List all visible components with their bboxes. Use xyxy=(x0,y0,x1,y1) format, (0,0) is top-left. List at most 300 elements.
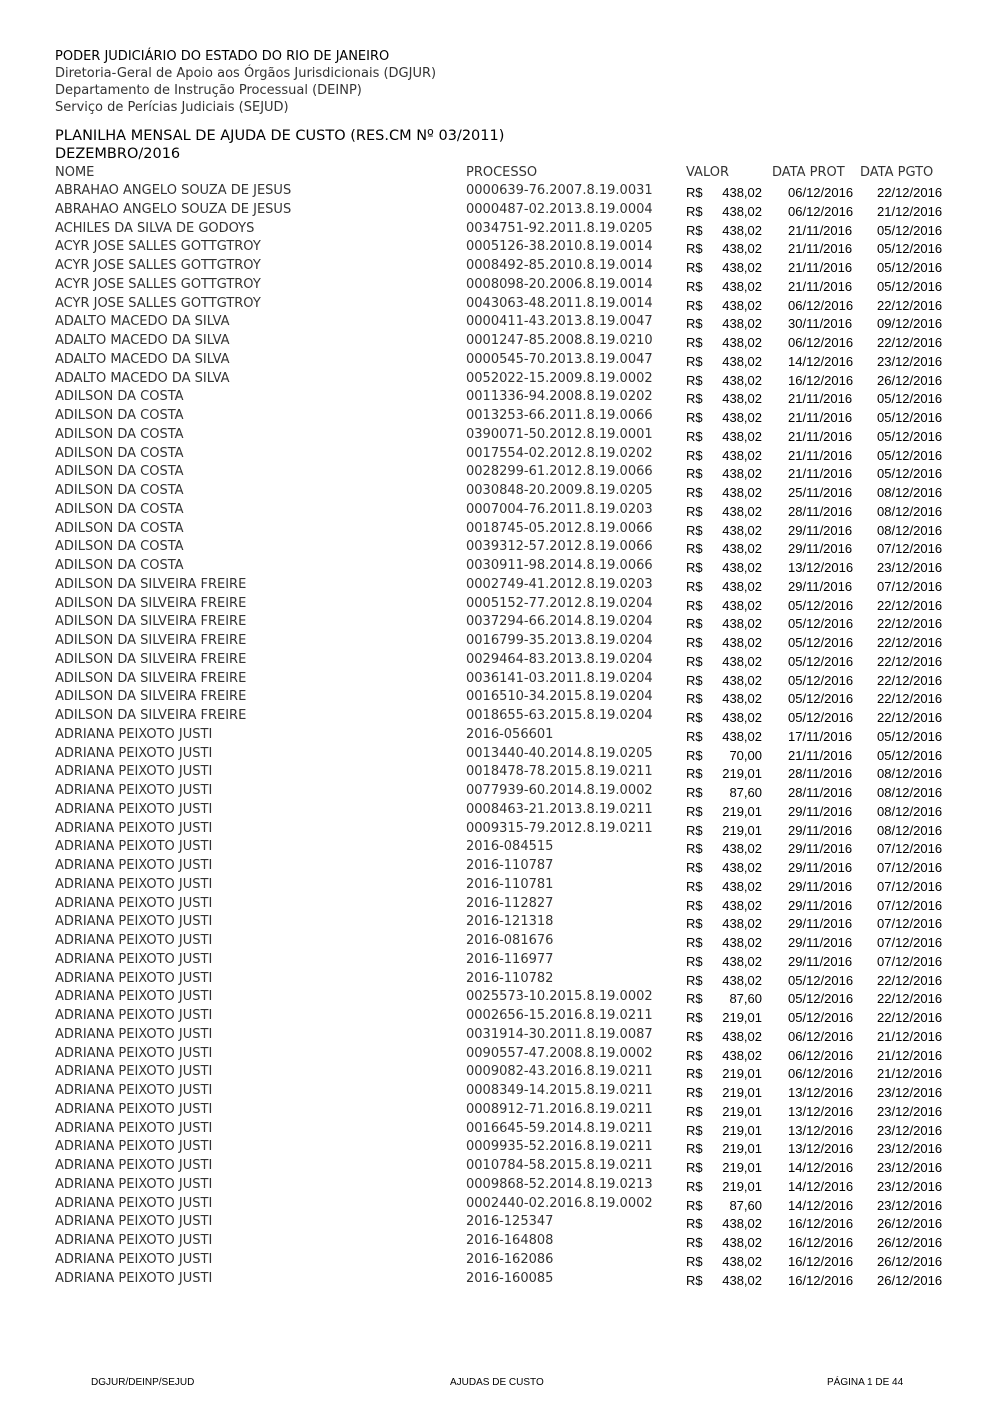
cell-data-pgto: 07/12/2016 xyxy=(877,578,943,594)
cell-nome: ADRIANA PEIXOTO JUSTI xyxy=(55,858,213,873)
cell-valor: 438,02 xyxy=(722,185,762,200)
cell-currency: R$ xyxy=(686,503,703,519)
cell-processo: 0039312-57.2012.8.19.0066 xyxy=(466,539,653,555)
table-row xyxy=(0,803,1000,822)
cell-processo: 0000487-02.2013.8.19.0004 xyxy=(466,201,653,217)
cell-currency: R$ xyxy=(686,185,703,200)
cell-data-prot: 29/11/2016 xyxy=(788,803,853,819)
cell-nome: ABRAHAO ANGELO SOUZA DE JESUS xyxy=(55,183,292,198)
cell-processo: 2016-125347 xyxy=(466,1214,554,1230)
cell-processo: 2016-056601 xyxy=(466,726,554,742)
cell-nome: ADRIANA PEIXOTO JUSTI xyxy=(55,1120,213,1136)
table-row xyxy=(0,1215,1000,1234)
cell-valor: 438,02 xyxy=(722,691,762,707)
cell-currency: R$ xyxy=(686,841,703,857)
cell-processo: 0016510-34.2015.8.19.0204 xyxy=(466,689,653,705)
cell-valor: 438,02 xyxy=(722,222,762,238)
cell-nome: ADILSON DA SILVEIRA FREIRE xyxy=(55,576,247,592)
cell-currency: R$ xyxy=(686,241,703,257)
cell-nome: ADRIANA PEIXOTO JUSTI xyxy=(55,1158,213,1173)
cell-nome: ADRIANA PEIXOTO JUSTI xyxy=(55,1195,213,1211)
cell-nome: ADALTO MACEDO DA SILVA xyxy=(55,370,230,386)
cell-data-pgto: 07/12/2016 xyxy=(877,860,943,875)
cell-nome: ADRIANA PEIXOTO JUSTI xyxy=(55,876,213,892)
cell-valor: 438,02 xyxy=(722,672,762,688)
cell-data-prot: 28/11/2016 xyxy=(788,785,853,800)
cell-nome: ADRIANA PEIXOTO JUSTI xyxy=(55,1045,213,1061)
table-row xyxy=(0,1047,1000,1066)
cell-data-pgto: 08/12/2016 xyxy=(877,785,943,800)
cell-nome: ADILSON DA SILVEIRA FREIRE xyxy=(55,689,247,705)
cell-currency: R$ xyxy=(686,916,703,932)
table-row xyxy=(0,653,1000,672)
table-row xyxy=(0,522,1000,541)
cell-nome: ADILSON DA COSTA xyxy=(55,558,184,573)
cell-valor: 438,02 xyxy=(722,935,762,950)
cell-nome: ADRIANA PEIXOTO JUSTI xyxy=(55,1251,213,1267)
cell-data-prot: 28/11/2016 xyxy=(788,503,853,519)
table-row xyxy=(0,447,1000,466)
cell-data-prot: 05/12/2016 xyxy=(788,597,854,613)
cell-processo: 0018745-05.2012.8.19.0066 xyxy=(466,520,653,536)
cell-data-pgto: 23/12/2016 xyxy=(877,353,943,369)
cell-processo: 0025573-10.2015.8.19.0002 xyxy=(466,989,653,1005)
cell-data-prot: 29/11/2016 xyxy=(788,522,853,538)
cell-data-pgto: 23/12/2016 xyxy=(877,1197,943,1213)
cell-currency: R$ xyxy=(686,522,703,538)
cell-processo: 0013440-40.2014.8.19.0205 xyxy=(466,745,653,761)
table-row xyxy=(0,428,1000,447)
table-row xyxy=(0,1084,1000,1103)
cell-processo: 0010784-58.2015.8.19.0211 xyxy=(466,1158,653,1173)
cell-data-prot: 13/12/2016 xyxy=(788,560,854,575)
cell-nome: ADILSON DA COSTA xyxy=(55,389,184,405)
cell-valor: 438,02 xyxy=(722,278,762,294)
cell-nome: ADILSON DA COSTA xyxy=(55,539,184,555)
cell-data-pgto: 07/12/2016 xyxy=(877,935,943,950)
cell-data-prot: 29/11/2016 xyxy=(788,878,853,894)
cell-processo: 0009935-52.2016.8.19.0211 xyxy=(466,1139,653,1155)
cell-data-pgto: 05/12/2016 xyxy=(877,260,943,275)
cell-data-pgto: 22/12/2016 xyxy=(877,653,943,669)
cell-currency: R$ xyxy=(686,972,703,988)
cell-valor: 438,02 xyxy=(722,372,762,388)
cell-processo: 0005126-38.2010.8.19.0014 xyxy=(466,239,653,255)
table-row xyxy=(0,465,1000,484)
cell-data-prot: 05/12/2016 xyxy=(788,653,854,669)
cell-currency: R$ xyxy=(686,710,703,725)
cell-data-prot: 06/12/2016 xyxy=(788,203,854,219)
cell-valor: 438,02 xyxy=(722,1047,762,1063)
cell-data-pgto: 22/12/2016 xyxy=(877,1010,943,1025)
cell-data-prot: 05/12/2016 xyxy=(788,691,854,707)
cell-data-pgto: 22/12/2016 xyxy=(877,635,943,650)
cell-data-prot: 21/11/2016 xyxy=(788,410,853,425)
cell-valor: 438,02 xyxy=(722,428,762,444)
cell-data-pgto: 07/12/2016 xyxy=(877,916,943,932)
cell-processo: 2016-110781 xyxy=(466,876,554,892)
table-row xyxy=(0,484,1000,503)
table-row xyxy=(0,1103,1000,1122)
cell-data-pgto: 22/12/2016 xyxy=(877,991,943,1007)
cell-valor: 438,02 xyxy=(722,335,762,350)
table-row xyxy=(0,990,1000,1009)
cell-currency: R$ xyxy=(686,1028,703,1044)
cell-data-pgto: 23/12/2016 xyxy=(877,1085,943,1100)
cell-nome: ADILSON DA SILVEIRA FREIRE xyxy=(55,595,247,611)
cell-currency: R$ xyxy=(686,747,703,763)
table-row xyxy=(0,259,1000,278)
cell-currency: R$ xyxy=(686,1178,703,1194)
cell-valor: 438,02 xyxy=(722,203,762,219)
cell-data-prot: 13/12/2016 xyxy=(788,1141,854,1157)
document-title: PLANILHA MENSAL DE AJUDA DE CUSTO (RES.CM Nº 03/2011) xyxy=(55,128,505,144)
cell-data-pgto: 07/12/2016 xyxy=(877,897,943,913)
cell-currency: R$ xyxy=(686,953,703,969)
cell-nome: ADALTO MACEDO DA SILVA xyxy=(55,351,230,367)
cell-nome: ACYR JOSE SALLES GOTTGTROY xyxy=(55,258,261,273)
cell-processo: 0043063-48.2011.8.19.0014 xyxy=(466,295,653,311)
cell-nome: ADRIANA PEIXOTO JUSTI xyxy=(55,970,213,986)
table-row xyxy=(0,747,1000,766)
cell-nome: ADILSON DA SILVEIRA FREIRE xyxy=(55,651,247,667)
cell-valor: 438,02 xyxy=(722,653,762,669)
cell-data-pgto: 05/12/2016 xyxy=(877,241,943,257)
cell-processo: 0031914-30.2011.8.19.0087 xyxy=(466,1026,653,1042)
cell-data-prot: 14/12/2016 xyxy=(788,1160,854,1175)
table-row xyxy=(0,372,1000,391)
cell-currency: R$ xyxy=(686,766,703,782)
table-row xyxy=(0,540,1000,559)
cell-valor: 87,60 xyxy=(729,991,762,1007)
cell-data-prot: 16/12/2016 xyxy=(788,1216,854,1232)
cell-valor: 438,02 xyxy=(722,635,762,650)
table-row xyxy=(0,597,1000,616)
cell-nome: ABRAHAO ANGELO SOUZA DE JESUS xyxy=(55,201,292,217)
cell-processo: 2016-162086 xyxy=(466,1251,554,1267)
cell-currency: R$ xyxy=(686,935,703,950)
cell-currency: R$ xyxy=(686,1010,703,1025)
cell-data-pgto: 26/12/2016 xyxy=(877,1235,943,1250)
cell-nome: ADILSON DA SILVEIRA FREIRE xyxy=(55,633,247,648)
cell-nome: ADRIANA PEIXOTO JUSTI xyxy=(55,951,213,967)
cell-valor: 438,02 xyxy=(722,710,762,725)
cell-currency: R$ xyxy=(686,1160,703,1175)
cell-valor: 438,02 xyxy=(722,353,762,369)
col-data-pgto-header: DATA PGTO xyxy=(860,165,934,180)
cell-data-prot: 05/12/2016 xyxy=(788,635,854,650)
cell-valor: 219,01 xyxy=(722,1103,762,1119)
cell-data-pgto: 09/12/2016 xyxy=(877,316,943,332)
cell-processo: 0000545-70.2013.8.19.0047 xyxy=(466,351,653,367)
cell-data-pgto: 08/12/2016 xyxy=(877,485,943,500)
cell-valor: 219,01 xyxy=(722,1141,762,1157)
cell-processo: 0008492-85.2010.8.19.0014 xyxy=(466,258,653,273)
table-row xyxy=(0,934,1000,953)
cell-data-pgto: 22/12/2016 xyxy=(877,691,943,707)
cell-processo: 2016-116977 xyxy=(466,951,554,967)
cell-processo: 0016799-35.2013.8.19.0204 xyxy=(466,633,653,648)
col-processo-header: PROCESSO xyxy=(466,165,538,180)
cell-processo: 0009315-79.2012.8.19.0211 xyxy=(466,820,653,836)
cell-nome: ADILSON DA COSTA xyxy=(55,520,184,536)
cell-data-pgto: 23/12/2016 xyxy=(877,1160,943,1175)
table-row xyxy=(0,503,1000,522)
table-row xyxy=(0,1197,1000,1216)
cell-nome: ADILSON DA COSTA xyxy=(55,483,184,498)
cell-valor: 438,02 xyxy=(722,860,762,875)
table-row xyxy=(0,878,1000,897)
table-row xyxy=(0,222,1000,241)
cell-currency: R$ xyxy=(686,297,703,313)
cell-currency: R$ xyxy=(686,203,703,219)
cell-processo: 0030911-98.2014.8.19.0066 xyxy=(466,558,653,573)
org-department: Departamento de Instrução Processual (DEINP) xyxy=(55,83,362,98)
cell-data-prot: 25/11/2016 xyxy=(788,485,853,500)
cell-processo: 0005152-77.2012.8.19.0204 xyxy=(466,595,653,611)
table-row xyxy=(0,690,1000,709)
cell-currency: R$ xyxy=(686,1216,703,1232)
cell-valor: 219,01 xyxy=(722,1122,762,1138)
cell-data-pgto: 05/12/2016 xyxy=(877,391,943,407)
cell-data-pgto: 26/12/2016 xyxy=(877,372,943,388)
cell-data-prot: 29/11/2016 xyxy=(788,578,853,594)
cell-valor: 438,02 xyxy=(722,1235,762,1250)
cell-nome: ADRIANA PEIXOTO JUSTI xyxy=(55,820,213,836)
cell-nome: ADRIANA PEIXOTO JUSTI xyxy=(55,783,213,798)
cell-currency: R$ xyxy=(686,447,703,463)
cell-data-prot: 16/12/2016 xyxy=(788,372,854,388)
cell-currency: R$ xyxy=(686,410,703,425)
cell-valor: 87,60 xyxy=(729,1197,762,1213)
cell-data-prot: 29/11/2016 xyxy=(788,916,853,932)
cell-processo: 0002749-41.2012.8.19.0203 xyxy=(466,576,653,592)
cell-valor: 438,02 xyxy=(722,560,762,575)
cell-nome: ADRIANA PEIXOTO JUSTI xyxy=(55,764,213,780)
cell-processo: 0007004-76.2011.8.19.0203 xyxy=(466,501,653,517)
table-row xyxy=(0,765,1000,784)
cell-valor: 438,02 xyxy=(722,466,762,482)
cell-currency: R$ xyxy=(686,1066,703,1082)
table-row xyxy=(0,203,1000,222)
table-row xyxy=(0,240,1000,259)
cell-valor: 438,02 xyxy=(722,447,762,463)
col-nome-header: NOME xyxy=(55,165,95,180)
cell-currency: R$ xyxy=(686,878,703,894)
cell-data-pgto: 21/12/2016 xyxy=(877,1028,943,1044)
cell-currency: R$ xyxy=(686,1122,703,1138)
cell-valor: 438,02 xyxy=(722,616,762,632)
cell-currency: R$ xyxy=(686,1085,703,1100)
cell-currency: R$ xyxy=(686,1197,703,1213)
cell-data-pgto: 22/12/2016 xyxy=(877,616,943,632)
cell-currency: R$ xyxy=(686,335,703,350)
table-row xyxy=(0,1140,1000,1159)
cell-data-pgto: 05/12/2016 xyxy=(877,747,943,763)
cell-currency: R$ xyxy=(686,260,703,275)
cell-nome: ADRIANA PEIXOTO JUSTI xyxy=(55,1008,213,1023)
cell-currency: R$ xyxy=(686,1103,703,1119)
table-row xyxy=(0,1234,1000,1253)
cell-data-pgto: 05/12/2016 xyxy=(877,466,943,482)
cell-nome: ACYR JOSE SALLES GOTTGTROY xyxy=(55,295,261,311)
cell-nome: ACHILES DA SILVA DE GODOYS xyxy=(55,220,255,236)
cell-data-pgto: 07/12/2016 xyxy=(877,841,943,857)
cell-nome: ADRIANA PEIXOTO JUSTI xyxy=(55,1101,213,1117)
table-row xyxy=(0,559,1000,578)
cell-data-prot: 05/12/2016 xyxy=(788,1010,854,1025)
cell-processo: 0011336-94.2008.8.19.0202 xyxy=(466,389,653,405)
col-valor-header: VALOR xyxy=(686,165,729,180)
cell-data-prot: 05/12/2016 xyxy=(788,991,854,1007)
cell-data-pgto: 21/12/2016 xyxy=(877,1047,943,1063)
cell-processo: 0030848-20.2009.8.19.0205 xyxy=(466,483,653,498)
table-row xyxy=(0,334,1000,353)
cell-data-pgto: 22/12/2016 xyxy=(877,672,943,688)
cell-currency: R$ xyxy=(686,803,703,819)
cell-valor: 438,02 xyxy=(722,316,762,332)
org-name: PODER JUDICIÁRIO DO ESTADO DO RIO DE JANEIRO xyxy=(55,49,390,64)
cell-data-prot: 05/12/2016 xyxy=(788,710,854,725)
cell-nome: ADRIANA PEIXOTO JUSTI xyxy=(55,839,213,855)
cell-data-prot: 29/11/2016 xyxy=(788,841,853,857)
cell-valor: 438,02 xyxy=(722,410,762,425)
cell-nome: ADILSON DA COSTA xyxy=(55,426,184,442)
cell-data-prot: 05/12/2016 xyxy=(788,972,854,988)
cell-nome: ADRIANA PEIXOTO JUSTI xyxy=(55,726,213,742)
table-row xyxy=(0,728,1000,747)
cell-data-pgto: 08/12/2016 xyxy=(877,503,943,519)
cell-currency: R$ xyxy=(686,597,703,613)
cell-processo: 0000411-43.2013.8.19.0047 xyxy=(466,314,653,330)
cell-valor: 70,00 xyxy=(729,747,762,763)
cell-valor: 219,01 xyxy=(722,1066,762,1082)
cell-processo: 2016-110787 xyxy=(466,858,554,873)
table-row xyxy=(0,1028,1000,1047)
cell-processo: 0018655-63.2015.8.19.0204 xyxy=(466,708,653,723)
document-period: DEZEMBRO/2016 xyxy=(55,146,181,162)
cell-valor: 438,02 xyxy=(722,503,762,519)
cell-data-prot: 13/12/2016 xyxy=(788,1122,854,1138)
cell-nome: ADILSON DA SILVEIRA FREIRE xyxy=(55,708,247,723)
table-row xyxy=(0,1122,1000,1141)
table-row xyxy=(0,1272,1000,1291)
table-row xyxy=(0,784,1000,803)
org-directorate: Diretoria-Geral de Apoio aos Órgãos Jurisdicionais (DGJUR) xyxy=(55,66,437,81)
cell-processo: 0036141-03.2011.8.19.0204 xyxy=(466,670,653,686)
cell-nome: ADRIANA PEIXOTO JUSTI xyxy=(55,895,213,911)
cell-data-pgto: 22/12/2016 xyxy=(877,710,943,725)
cell-processo: 0002440-02.2016.8.19.0002 xyxy=(466,1195,653,1211)
table-row xyxy=(0,1065,1000,1084)
cell-data-prot: 14/12/2016 xyxy=(788,1197,854,1213)
cell-valor: 219,01 xyxy=(722,766,762,782)
cell-data-pgto: 22/12/2016 xyxy=(877,185,943,200)
table-row xyxy=(0,1178,1000,1197)
cell-nome: ADALTO MACEDO DA SILVA xyxy=(55,333,230,348)
cell-processo: 0017554-02.2012.8.19.0202 xyxy=(466,445,653,461)
cell-nome: ADRIANA PEIXOTO JUSTI xyxy=(55,1026,213,1042)
cell-processo: 0034751-92.2011.8.19.0205 xyxy=(466,220,653,236)
cell-nome: ADRIANA PEIXOTO JUSTI xyxy=(55,801,213,817)
cell-data-pgto: 23/12/2016 xyxy=(877,1122,943,1138)
table-row xyxy=(0,409,1000,428)
table-row xyxy=(0,972,1000,991)
table-row xyxy=(0,859,1000,878)
cell-data-pgto: 05/12/2016 xyxy=(877,728,943,744)
cell-currency: R$ xyxy=(686,653,703,669)
cell-valor: 438,02 xyxy=(722,916,762,932)
cell-data-prot: 21/11/2016 xyxy=(788,222,853,238)
cell-currency: R$ xyxy=(686,635,703,650)
cell-valor: 438,02 xyxy=(722,897,762,913)
cell-currency: R$ xyxy=(686,222,703,238)
cell-valor: 438,02 xyxy=(722,391,762,407)
cell-valor: 438,02 xyxy=(722,297,762,313)
cell-data-pgto: 07/12/2016 xyxy=(877,953,943,969)
cell-processo: 0052022-15.2009.8.19.0002 xyxy=(466,370,653,386)
cell-processo: 2016-112827 xyxy=(466,895,554,911)
cell-currency: R$ xyxy=(686,691,703,707)
cell-processo: 0090557-47.2008.8.19.0002 xyxy=(466,1045,653,1061)
cell-nome: ADILSON DA COSTA xyxy=(55,501,184,517)
cell-valor: 438,02 xyxy=(722,578,762,594)
table-row xyxy=(0,840,1000,859)
org-header xyxy=(55,48,436,116)
cell-processo: 0028299-61.2012.8.19.0066 xyxy=(466,464,653,480)
table-row xyxy=(0,1253,1000,1272)
cell-nome: ADALTO MACEDO DA SILVA xyxy=(55,314,230,330)
cell-currency: R$ xyxy=(686,391,703,407)
cell-data-pgto: 05/12/2016 xyxy=(877,278,943,294)
cell-data-pgto: 08/12/2016 xyxy=(877,822,943,838)
cell-processo: 0008098-20.2006.8.19.0014 xyxy=(466,276,653,292)
cell-data-prot: 30/11/2016 xyxy=(788,316,853,332)
cell-valor: 219,01 xyxy=(722,1085,762,1100)
cell-data-pgto: 23/12/2016 xyxy=(877,560,943,575)
cell-data-prot: 13/12/2016 xyxy=(788,1085,854,1100)
cell-processo: 0390071-50.2012.8.19.0001 xyxy=(466,426,653,442)
cell-data-pgto: 05/12/2016 xyxy=(877,447,943,463)
cell-nome: ADRIANA PEIXOTO JUSTI xyxy=(55,933,213,948)
cell-valor: 219,01 xyxy=(722,803,762,819)
cell-data-pgto: 05/12/2016 xyxy=(877,222,943,238)
cell-currency: R$ xyxy=(686,897,703,913)
cell-currency: R$ xyxy=(686,466,703,482)
cell-currency: R$ xyxy=(686,428,703,444)
cell-data-prot: 06/12/2016 xyxy=(788,1028,854,1044)
cell-currency: R$ xyxy=(686,1253,703,1269)
cell-nome: ADILSON DA SILVEIRA FREIRE xyxy=(55,614,247,630)
cell-data-pgto: 26/12/2016 xyxy=(877,1253,943,1269)
cell-processo: 2016-164808 xyxy=(466,1233,554,1248)
cell-processo: 0008912-71.2016.8.19.0211 xyxy=(466,1101,653,1117)
cell-data-pgto: 26/12/2016 xyxy=(877,1272,943,1288)
cell-nome: ADILSON DA SILVEIRA FREIRE xyxy=(55,670,247,686)
cell-currency: R$ xyxy=(686,785,703,800)
cell-nome: ACYR JOSE SALLES GOTTGTROY xyxy=(55,239,261,255)
cell-currency: R$ xyxy=(686,560,703,575)
cell-valor: 438,02 xyxy=(722,878,762,894)
cell-valor: 438,02 xyxy=(722,841,762,857)
table-row xyxy=(0,578,1000,597)
table-row xyxy=(0,353,1000,372)
cell-currency: R$ xyxy=(686,991,703,1007)
cell-currency: R$ xyxy=(686,1272,703,1288)
cell-nome: ADILSON DA COSTA xyxy=(55,445,184,461)
cell-currency: R$ xyxy=(686,485,703,500)
cell-nome: ADRIANA PEIXOTO JUSTI xyxy=(55,1176,213,1192)
